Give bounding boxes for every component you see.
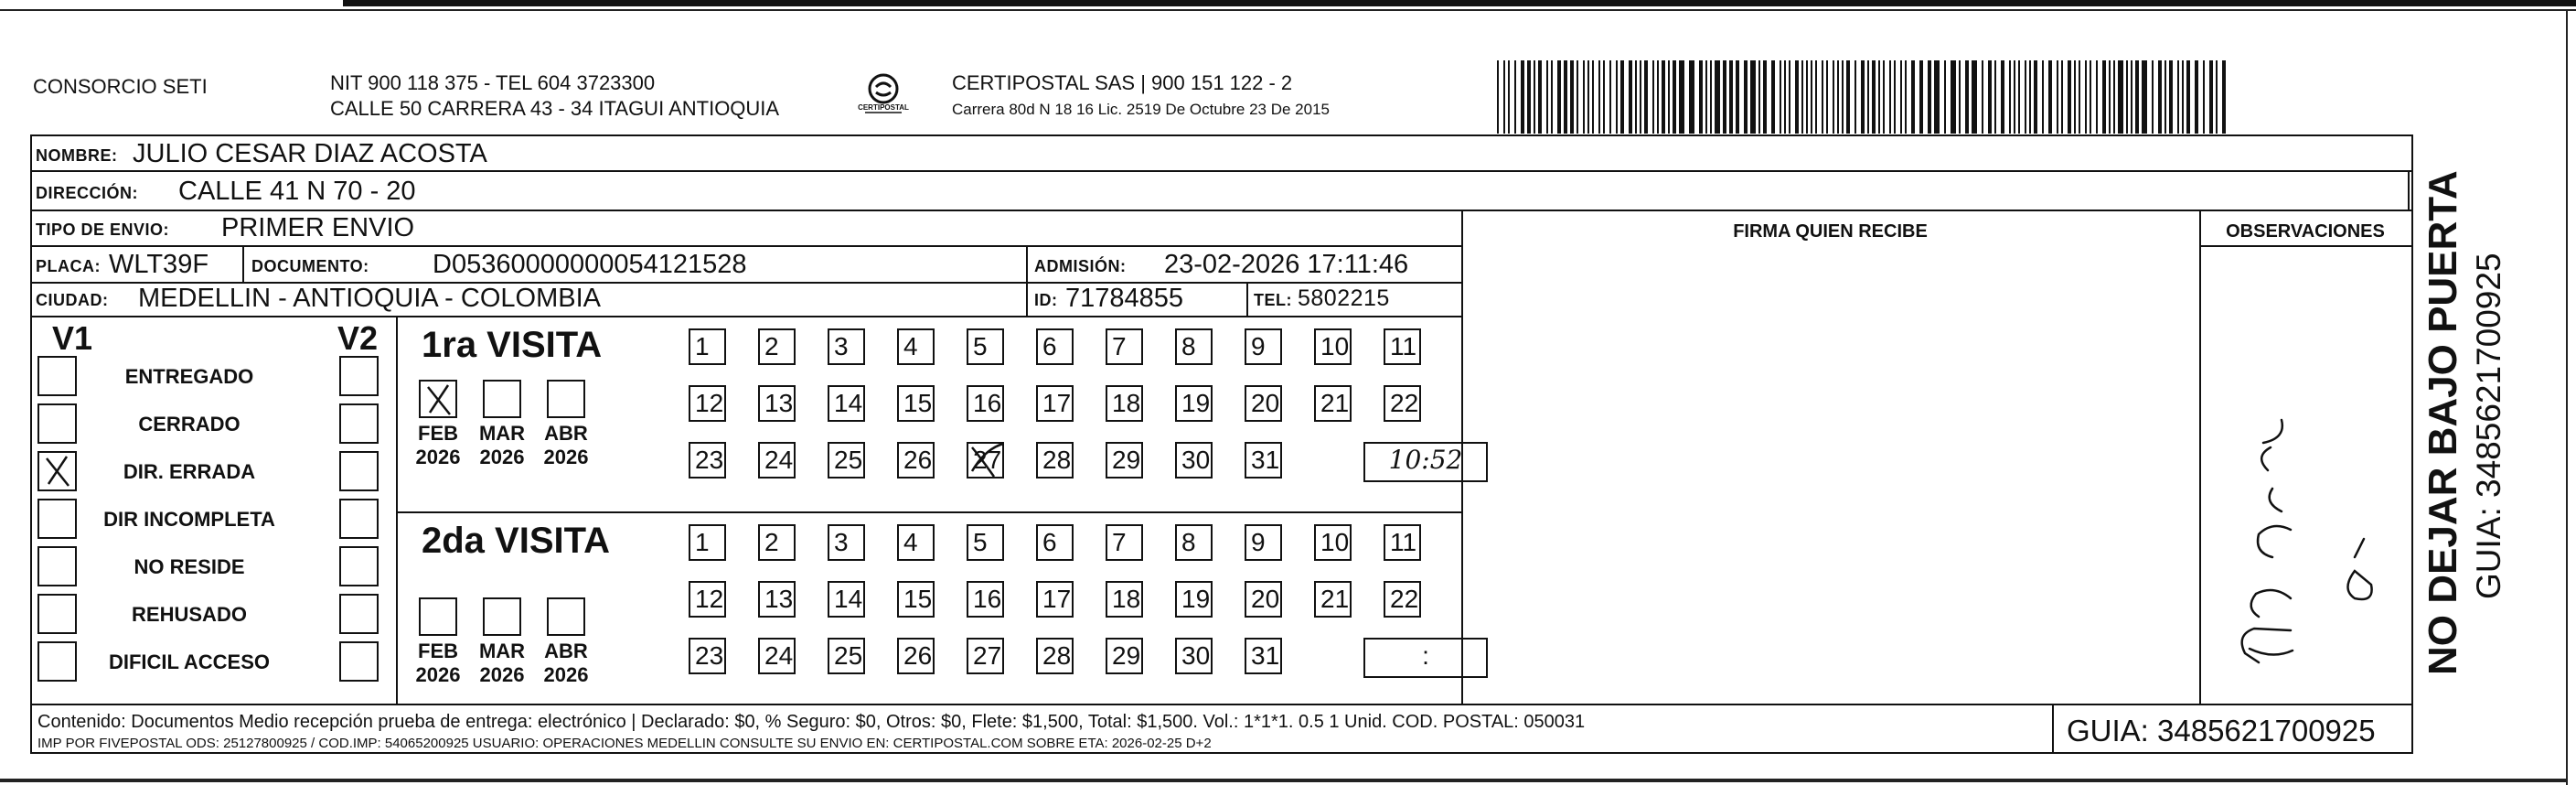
day-box[interactable]: 18 xyxy=(1106,385,1143,422)
v1-checkbox[interactable] xyxy=(37,403,77,444)
day-box[interactable]: 31 xyxy=(1245,638,1282,674)
day-box[interactable]: 25 xyxy=(828,638,865,674)
day-box[interactable]: 11 xyxy=(1384,328,1421,365)
day-box[interactable]: 26 xyxy=(897,638,935,674)
direccion-label: DIRECCIÓN: xyxy=(36,184,138,202)
day-box[interactable]: 29 xyxy=(1106,638,1143,674)
day-box[interactable]: 5 xyxy=(967,524,1004,561)
day-box[interactable]: 23 xyxy=(689,638,726,674)
day-box[interactable]: 16 xyxy=(967,581,1004,618)
day-box[interactable]: 1 xyxy=(689,328,726,365)
check-mark-icon xyxy=(39,453,76,489)
status-label: DIFICIL ACCESO xyxy=(108,651,270,673)
placa-value: WLT39F xyxy=(109,250,209,279)
certipostal-logo-icon xyxy=(856,69,911,124)
id-value: 71784855 xyxy=(1065,284,1184,313)
nombre-value: JULIO CESAR DIAZ ACOSTA xyxy=(133,139,487,168)
month-checkbox[interactable] xyxy=(547,380,585,418)
placa-label: PLACA: xyxy=(36,257,101,275)
footer-contenido: Contenido: Documentos Medio recepción prueba de entrega: electrónico | Declarado: $0, % Seguro: $0, Otros: $0, Flete: $1,500, Total: $1,500. Vol.: 1*1*1. 0.5 1 Unid. COD. POSTAL: 050031 xyxy=(37,712,1586,732)
status-label: DIR INCOMPLETA xyxy=(103,508,275,531)
month-year: 2026 xyxy=(543,446,589,468)
day-box[interactable]: 19 xyxy=(1175,385,1213,422)
ciudad-value: MEDELLIN - ANTIOQUIA - COLOMBIA xyxy=(138,284,601,313)
month-name: FEB xyxy=(418,640,458,662)
day-box[interactable]: 10 xyxy=(1314,524,1352,561)
day-box[interactable]: 10 xyxy=(1314,328,1352,365)
day-box[interactable]: 22 xyxy=(1384,385,1421,422)
month-checkbox[interactable] xyxy=(419,380,457,418)
tipo-envio-value: PRIMER ENVIO xyxy=(221,213,415,242)
day-box[interactable]: 3 xyxy=(828,524,865,561)
logo-caption: CERTIPOSTAL xyxy=(858,103,909,112)
month-year: 2026 xyxy=(479,446,525,468)
month-name: MAR xyxy=(478,422,526,445)
day-box[interactable]: 19 xyxy=(1175,581,1213,618)
day-box[interactable]: 7 xyxy=(1106,524,1143,561)
month-name: ABR xyxy=(544,640,588,662)
v1-checkbox[interactable] xyxy=(37,594,77,634)
barcode xyxy=(1497,60,2229,134)
day-box[interactable]: 23 xyxy=(689,442,726,479)
day-box[interactable]: 8 xyxy=(1175,328,1213,365)
day-box[interactable]: 30 xyxy=(1175,638,1213,674)
status-label: REHUSADO xyxy=(132,603,247,626)
nit-line: NIT 900 118 375 - TEL 604 3723300 xyxy=(330,71,656,94)
status-label: DIR. ERRADA xyxy=(123,460,256,483)
v1-checkbox[interactable] xyxy=(37,451,77,491)
day-box[interactable]: 31 xyxy=(1245,442,1282,479)
month-year: 2026 xyxy=(415,446,461,468)
month-label xyxy=(539,640,593,687)
month-checkbox[interactable] xyxy=(483,597,521,636)
day-box[interactable]: 14 xyxy=(828,385,865,422)
day-box[interactable]: 12 xyxy=(689,581,726,618)
day-box[interactable]: 30 xyxy=(1175,442,1213,479)
month-label xyxy=(411,640,465,687)
month-name: MAR xyxy=(478,640,526,662)
v1-checkbox[interactable] xyxy=(37,356,77,396)
v2-checkbox[interactable] xyxy=(339,546,379,586)
month-label xyxy=(539,422,593,469)
day-box[interactable]: 20 xyxy=(1245,581,1282,618)
documento-label: DOCUMENTO: xyxy=(251,257,369,275)
tel-value: 5802215 xyxy=(1298,285,1390,311)
day-box[interactable]: 22 xyxy=(1384,581,1421,618)
day-box[interactable]: 20 xyxy=(1245,385,1282,422)
v2-checkbox[interactable] xyxy=(339,594,379,634)
nombre-label: NOMBRE: xyxy=(36,146,118,165)
month-year: 2026 xyxy=(479,663,525,686)
observaciones-header: OBSERVACIONES xyxy=(2226,221,2385,242)
day-box[interactable]: 18 xyxy=(1106,581,1143,618)
side-guia: GUIA: 3485621700925 xyxy=(2470,253,2507,599)
day-box[interactable]: 4 xyxy=(897,328,935,365)
ciudad-label: CIUDAD: xyxy=(36,291,109,309)
day-box[interactable]: 4 xyxy=(897,524,935,561)
day-box[interactable]: 8 xyxy=(1175,524,1213,561)
day-box[interactable]: 24 xyxy=(758,638,796,674)
day-box[interactable]: 13 xyxy=(758,581,796,618)
month-label xyxy=(475,422,529,469)
address-line: CALLE 50 CARRERA 43 - 34 ITAGUI ANTIOQUIA xyxy=(330,97,780,120)
status-label: CERRADO xyxy=(138,413,240,436)
day-check-icon xyxy=(967,440,1007,480)
visit-title: 2da VISITA xyxy=(422,521,610,561)
day-box[interactable]: 11 xyxy=(1384,524,1421,561)
day-box[interactable]: 15 xyxy=(897,385,935,422)
visit-title: 1ra VISITA xyxy=(422,325,603,365)
day-box[interactable]: 9 xyxy=(1245,328,1282,365)
license-line: Carrera 80d N 18 16 Lic. 2519 De Octubre 23 De 2015 xyxy=(952,101,1330,118)
documento-value: D05360000000054121528 xyxy=(433,250,747,279)
status-label: NO RESIDE xyxy=(134,555,245,578)
delivery-form xyxy=(30,134,2413,754)
right-edge-line xyxy=(2566,9,2568,785)
day-box[interactable]: 26 xyxy=(897,442,935,479)
day-box[interactable]: 12 xyxy=(689,385,726,422)
firma-header: FIRMA QUIEN RECIBE xyxy=(1733,221,1928,242)
tipo-envio-label: TIPO DE ENVIO: xyxy=(36,220,170,239)
v2-header: V2 xyxy=(337,319,379,357)
month-checkbox[interactable] xyxy=(547,597,585,636)
day-box[interactable]: 2 xyxy=(758,524,796,561)
time-field[interactable]: : xyxy=(1363,638,1488,678)
v1-checkbox[interactable] xyxy=(37,641,77,682)
month-year: 2026 xyxy=(543,663,589,686)
day-box[interactable]: 25 xyxy=(828,442,865,479)
top-edge-band xyxy=(343,0,2576,6)
v2-checkbox[interactable] xyxy=(339,356,379,396)
v2-checkbox[interactable] xyxy=(339,499,379,539)
day-box[interactable]: 2 xyxy=(758,328,796,365)
v1-header: V1 xyxy=(52,319,93,357)
v2-checkbox[interactable] xyxy=(339,641,379,682)
bottom-edge-line xyxy=(0,779,2568,782)
tel-label: TEL: xyxy=(1254,291,1292,309)
day-box[interactable]: 17 xyxy=(1036,581,1074,618)
day-box[interactable]: 17 xyxy=(1036,385,1074,422)
time-field[interactable]: 10:52 xyxy=(1363,442,1488,482)
v1-checkbox[interactable] xyxy=(37,546,77,586)
v2-checkbox[interactable] xyxy=(339,403,379,444)
day-box[interactable]: 27 xyxy=(967,442,1004,479)
company-name: CONSORCIO SETI xyxy=(33,75,208,98)
side-warning: NO DEJAR BAJO PUERTA xyxy=(2421,170,2465,675)
day-box[interactable]: 7 xyxy=(1106,328,1143,365)
month-checkbox[interactable] xyxy=(419,597,457,636)
footer-guia: GUIA: 3485621700925 xyxy=(2067,714,2376,747)
certipostal-line: CERTIPOSTAL SAS | 900 151 122 - 2 xyxy=(952,71,1293,94)
certipostal-logo xyxy=(856,69,911,124)
day-box[interactable]: 24 xyxy=(758,442,796,479)
day-box[interactable]: 28 xyxy=(1036,638,1074,674)
month-label xyxy=(475,640,529,687)
day-box[interactable]: 27 xyxy=(967,638,1004,674)
month-name: ABR xyxy=(544,422,588,445)
day-box[interactable]: 21 xyxy=(1314,581,1352,618)
month-checkbox[interactable] xyxy=(483,380,521,418)
direccion-value: CALLE 41 N 70 - 20 xyxy=(178,177,416,206)
day-box[interactable]: 5 xyxy=(967,328,1004,365)
day-box[interactable]: 13 xyxy=(758,385,796,422)
observations-handwriting xyxy=(2218,283,2400,704)
top-edge-line xyxy=(0,9,2576,11)
day-box[interactable]: 6 xyxy=(1036,524,1074,561)
day-box[interactable]: 14 xyxy=(828,581,865,618)
month-name: FEB xyxy=(418,422,458,445)
day-box[interactable]: 6 xyxy=(1036,328,1074,365)
admision-label: ADMISIÓN: xyxy=(1034,257,1127,275)
day-box[interactable]: 1 xyxy=(689,524,726,561)
day-box[interactable]: 28 xyxy=(1036,442,1074,479)
day-box[interactable]: 16 xyxy=(967,385,1004,422)
v1-checkbox[interactable] xyxy=(37,499,77,539)
admision-value: 23-02-2026 17:11:46 xyxy=(1164,250,1409,279)
status-label: ENTREGADO xyxy=(124,365,254,388)
check-mark-icon xyxy=(421,382,457,418)
id-label: ID: xyxy=(1034,291,1058,309)
day-box[interactable]: 29 xyxy=(1106,442,1143,479)
day-box[interactable]: 9 xyxy=(1245,524,1282,561)
day-box[interactable]: 15 xyxy=(897,581,935,618)
footer-impresion: IMP POR FIVEPOSTAL ODS: 25127800925 / COD.IMP: 54065200925 USUARIO: OPERACIONES MEDELLIN CONSULTE SU ENVIO EN: CERTIPOSTAL.COM SOBRE ETA: 2026-02-25 D+2 xyxy=(37,736,1212,751)
month-year: 2026 xyxy=(415,663,461,686)
month-label xyxy=(411,422,465,469)
day-box[interactable]: 21 xyxy=(1314,385,1352,422)
day-box[interactable]: 3 xyxy=(828,328,865,365)
v2-checkbox[interactable] xyxy=(339,451,379,491)
